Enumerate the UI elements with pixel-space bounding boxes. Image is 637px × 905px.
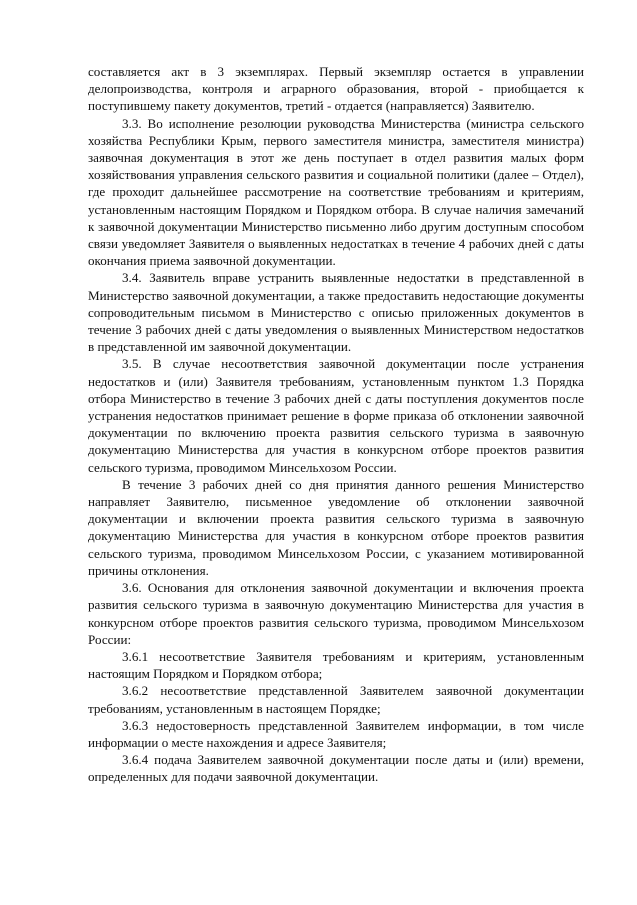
document-body xyxy=(88,63,584,786)
paragraph-3-5-notice: В течение 3 рабочих дней со дня принятия данного решения Министерство направляет Заявителю, письменное уведомление об отклонении заявочной документации и включении проекта развития сельского туризма в заявочную документацию Министерства для участия в конкурсном отборе проектов развития сельского туризма, проводимом Минсельхозом России, с указанием мотивированной причины отклонения. xyxy=(88,476,584,578)
paragraph-3-6-1: 3.6.1 несоответствие Заявителя требованиям и критериям, установленным настоящим Порядком и Порядком отбора; xyxy=(88,648,584,682)
paragraph-3-4: 3.4. Заявитель вправе устранить выявленные недостатки в представленной в Министерство заявочной документации, а также предоставить недостающие документы сопроводительным письмом в Министерство с описью приложенных документов в течение 3 рабочих дней с даты уведомления о выявленных Министерством недостатков в представленной им заявочной документации. xyxy=(88,270,584,355)
paragraph-act-copies: составляется акт в 3 экземплярах. Первый экземпляр остается в управлении делопроизводства, контроля и аграрного образования, второй - приобщается к поступившему пакету документов, третий - отдается (направляется) Заявителю. xyxy=(88,64,584,114)
paragraph-3-3: 3.3. Во исполнение резолюции руководства Министерства (министра сельского хозяйства Республики Крым, первого заместителя министра, заместителя министра) заявочная документация в этот же день поступает в отдел развития малых форм хозяйствования управления сельского развития и социальной политики (далее – Отдел), где проходит дальнейшее рассмотрение на соответствие требованиям и критериям, установленным настоящим Порядком и Порядком отбора. В случае наличия замечаний к заявочной документации Министерство письменно либо другим доступным способом связи уведомляет Заявителя о выявленных недостатках в течение 4 рабочих дней с даты окончания приема заявочной документации. xyxy=(88,115,584,269)
paragraph-3-6-4: 3.6.4 подача Заявителем заявочной документации после даты и (или) времени, определенных для подачи заявочной документации. xyxy=(88,752,584,785)
paragraph-3-5: 3.5. В случае несоответствия заявочной документации после устранения недостатков и (или) Заявителя требованиям, установленным пунктом 1.3 Порядка отбора Министерство в течение 3 рабочих дней с даты поступления документов после устранения недостатков принимает решение в форме приказа об отклонении заявочной документации по включению проекта развития сельского туризма в заявочную документацию Министерства для участия в конкурсном отборе проектов развития сельского туризма, проводимом Минсельхозом России. xyxy=(88,356,584,475)
paragraph-3-6-3: 3.6.3 недостоверность представленной Заявителем информации, в том числе информации о месте нахождения и адресе Заявителя; xyxy=(88,717,584,750)
paragraph-3-6: 3.6. Основания для отклонения заявочной документации и включения проекта развития сельского туризма в заявочную документацию Министерства для участия в конкурсном отборе проектов развития сельского туризма, проводимом Минсельхозом России: xyxy=(88,580,584,647)
paragraph-3-6-2: 3.6.2 несоответствие представленной Заявителем заявочной документации требованиям, установленным в настоящем Порядке; xyxy=(88,683,584,716)
